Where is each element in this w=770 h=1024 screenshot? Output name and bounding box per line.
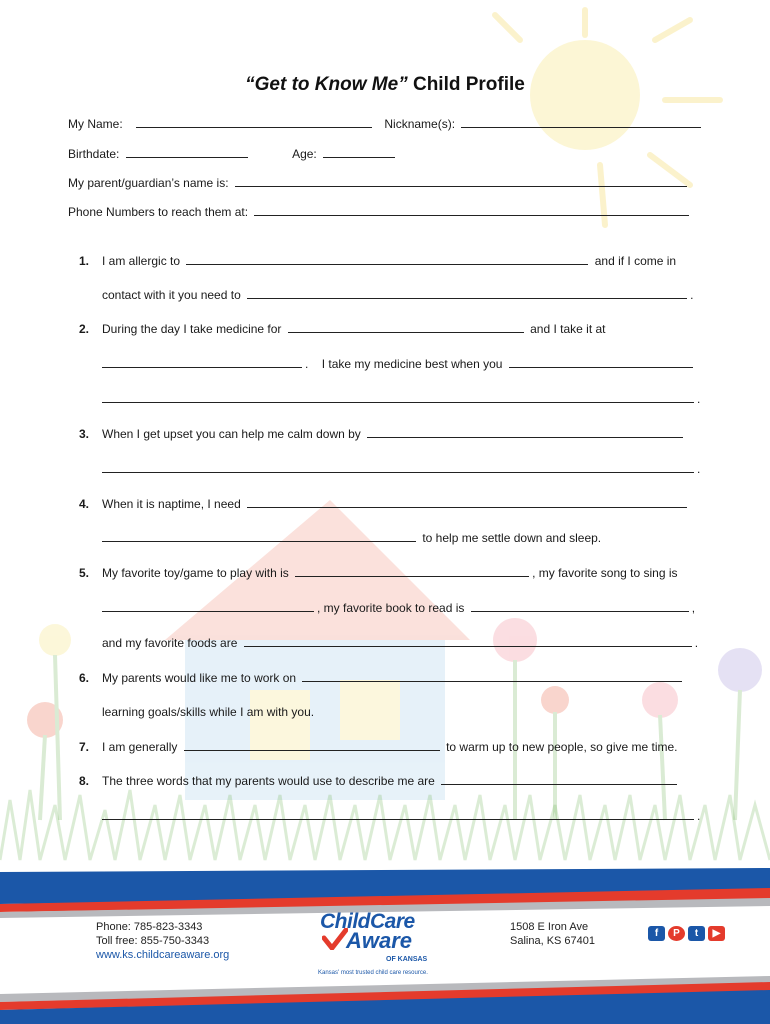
logo-text-childcare: ChildCare xyxy=(320,910,415,933)
birthdate-row xyxy=(68,147,398,161)
question-text: I am allergic to xyxy=(102,254,181,268)
naptime-field-2[interactable] xyxy=(102,531,416,542)
name-field[interactable] xyxy=(136,117,372,128)
nickname-label: Nickname(s): xyxy=(384,117,456,131)
phone-row xyxy=(68,205,692,219)
question-3-cont xyxy=(102,462,700,476)
question-text: and I take it at xyxy=(530,322,606,336)
question-number: 2. xyxy=(79,322,90,336)
twitter-icon[interactable]: t xyxy=(688,926,705,941)
naptime-field[interactable] xyxy=(247,497,687,508)
question-5-cont xyxy=(102,601,695,615)
website-link[interactable]: www.ks.childcareaware.org xyxy=(96,949,230,961)
question-text: to help me settle down and sleep. xyxy=(422,531,602,545)
question-text: and my favorite foods are xyxy=(102,636,238,650)
punctuation: . xyxy=(697,392,701,406)
question-8 xyxy=(79,774,680,788)
punctuation: . xyxy=(697,809,701,823)
address-line-1: 1508 E Iron Ave xyxy=(510,921,589,933)
title-quote-close: ” xyxy=(398,74,408,95)
question-4-cont xyxy=(102,531,601,545)
question-2-cont xyxy=(102,357,696,371)
question-text: and if I come in xyxy=(594,254,677,268)
punctuation: . xyxy=(694,636,699,650)
address xyxy=(510,920,595,948)
question-text: My favorite toy/game to play with is xyxy=(102,566,289,580)
question-number: 3. xyxy=(79,427,90,441)
question-number: 5. xyxy=(79,566,90,580)
three-words-field-2[interactable] xyxy=(102,809,694,820)
work-on-field[interactable] xyxy=(302,671,682,682)
page-title xyxy=(0,74,770,96)
question-4 xyxy=(79,497,690,511)
birthdate-field[interactable] xyxy=(126,147,248,158)
footer xyxy=(0,868,770,1024)
childcare-aware-logo xyxy=(316,910,441,982)
question-text: The three words that my parents would use to describe me are xyxy=(102,774,435,788)
pinterest-icon[interactable]: P xyxy=(668,926,685,941)
question-number: 6. xyxy=(79,671,90,685)
logo-tagline: Kansas' most trusted child care resource. xyxy=(318,970,428,976)
age-field[interactable] xyxy=(323,147,395,158)
question-number: 4. xyxy=(79,497,90,511)
logo-text-aware: Aware xyxy=(346,928,413,953)
facebook-icon[interactable]: f xyxy=(648,926,665,941)
question-text: contact with it you need to xyxy=(102,288,241,302)
question-7 xyxy=(79,740,678,754)
punctuation: . xyxy=(305,357,309,371)
calm-down-field[interactable] xyxy=(367,427,683,438)
question-text: During the day I take medicine for xyxy=(102,322,282,336)
question-text: When it is naptime, I need xyxy=(102,497,241,511)
calm-down-field-2[interactable] xyxy=(102,462,694,473)
question-2-cont2 xyxy=(102,392,700,406)
question-number: 8. xyxy=(79,774,90,788)
logo-text-of-kansas: OF KANSAS xyxy=(386,956,428,963)
question-text: I take my medicine best when you xyxy=(321,357,503,371)
punctuation: . xyxy=(697,462,701,476)
age-label: Age: xyxy=(292,147,317,161)
youtube-icon[interactable]: ▶ xyxy=(708,926,725,941)
question-5 xyxy=(79,566,678,580)
question-3 xyxy=(79,427,686,441)
question-8-cont xyxy=(102,809,700,823)
question-5-cont2 xyxy=(102,636,698,650)
allergy-action-field[interactable] xyxy=(247,288,687,299)
name-row xyxy=(68,117,704,131)
parent-label: My parent/guardian’s name is: xyxy=(68,176,229,190)
warm-up-field[interactable] xyxy=(184,740,440,751)
parent-field[interactable] xyxy=(235,176,687,187)
checkmark-icon xyxy=(322,928,348,950)
question-text: learning goals/skills while I am with you. xyxy=(102,705,315,719)
medicine-how-field-2[interactable] xyxy=(102,392,694,403)
nickname-field[interactable] xyxy=(461,117,701,128)
favorite-toy-field[interactable] xyxy=(295,566,529,577)
three-words-field[interactable] xyxy=(441,774,677,785)
allergy-field[interactable] xyxy=(186,254,588,265)
favorite-song-field[interactable] xyxy=(102,601,314,612)
question-number: 7. xyxy=(79,740,90,754)
question-text: My parents would like me to work on xyxy=(102,671,297,685)
phone-number: Phone: 785-823-3343 xyxy=(96,921,203,933)
medicine-time-field[interactable] xyxy=(102,357,302,368)
favorite-foods-field[interactable] xyxy=(244,636,692,647)
birthdate-label: Birthdate: xyxy=(68,147,120,161)
medicine-how-field[interactable] xyxy=(509,357,693,368)
question-1-cont xyxy=(102,288,693,302)
question-text: When I get upset you can help me calm down by xyxy=(102,427,361,441)
question-number: 1. xyxy=(79,254,90,268)
question-6 xyxy=(79,671,685,685)
question-text: I am generally xyxy=(102,740,178,754)
contact-phone xyxy=(96,920,229,962)
title-emphasis: Get to Know Me xyxy=(254,74,399,95)
favorite-book-field[interactable] xyxy=(471,601,689,612)
phone-label: Phone Numbers to reach them at: xyxy=(68,205,249,219)
social-icons xyxy=(648,926,725,941)
title-quote-open: “ xyxy=(245,74,255,95)
phone-field[interactable] xyxy=(254,205,689,216)
question-6-cont xyxy=(102,705,314,719)
question-2 xyxy=(79,322,606,336)
parent-row xyxy=(68,176,690,190)
punctuation: , xyxy=(691,601,696,615)
question-text: to warm up to new people, so give me time. xyxy=(446,740,678,754)
question-text: , my favorite book to read is xyxy=(317,601,465,615)
punctuation: . xyxy=(690,288,694,302)
address-line-2: Salina, KS 67401 xyxy=(510,935,596,947)
question-1 xyxy=(79,254,677,268)
medicine-field[interactable] xyxy=(288,322,524,333)
tollfree-number: Toll free: 855-750-3343 xyxy=(96,935,210,947)
title-rest: Child Profile xyxy=(407,74,525,95)
name-label: My Name: xyxy=(68,117,123,131)
question-text: , my favorite song to sing is xyxy=(532,566,678,580)
